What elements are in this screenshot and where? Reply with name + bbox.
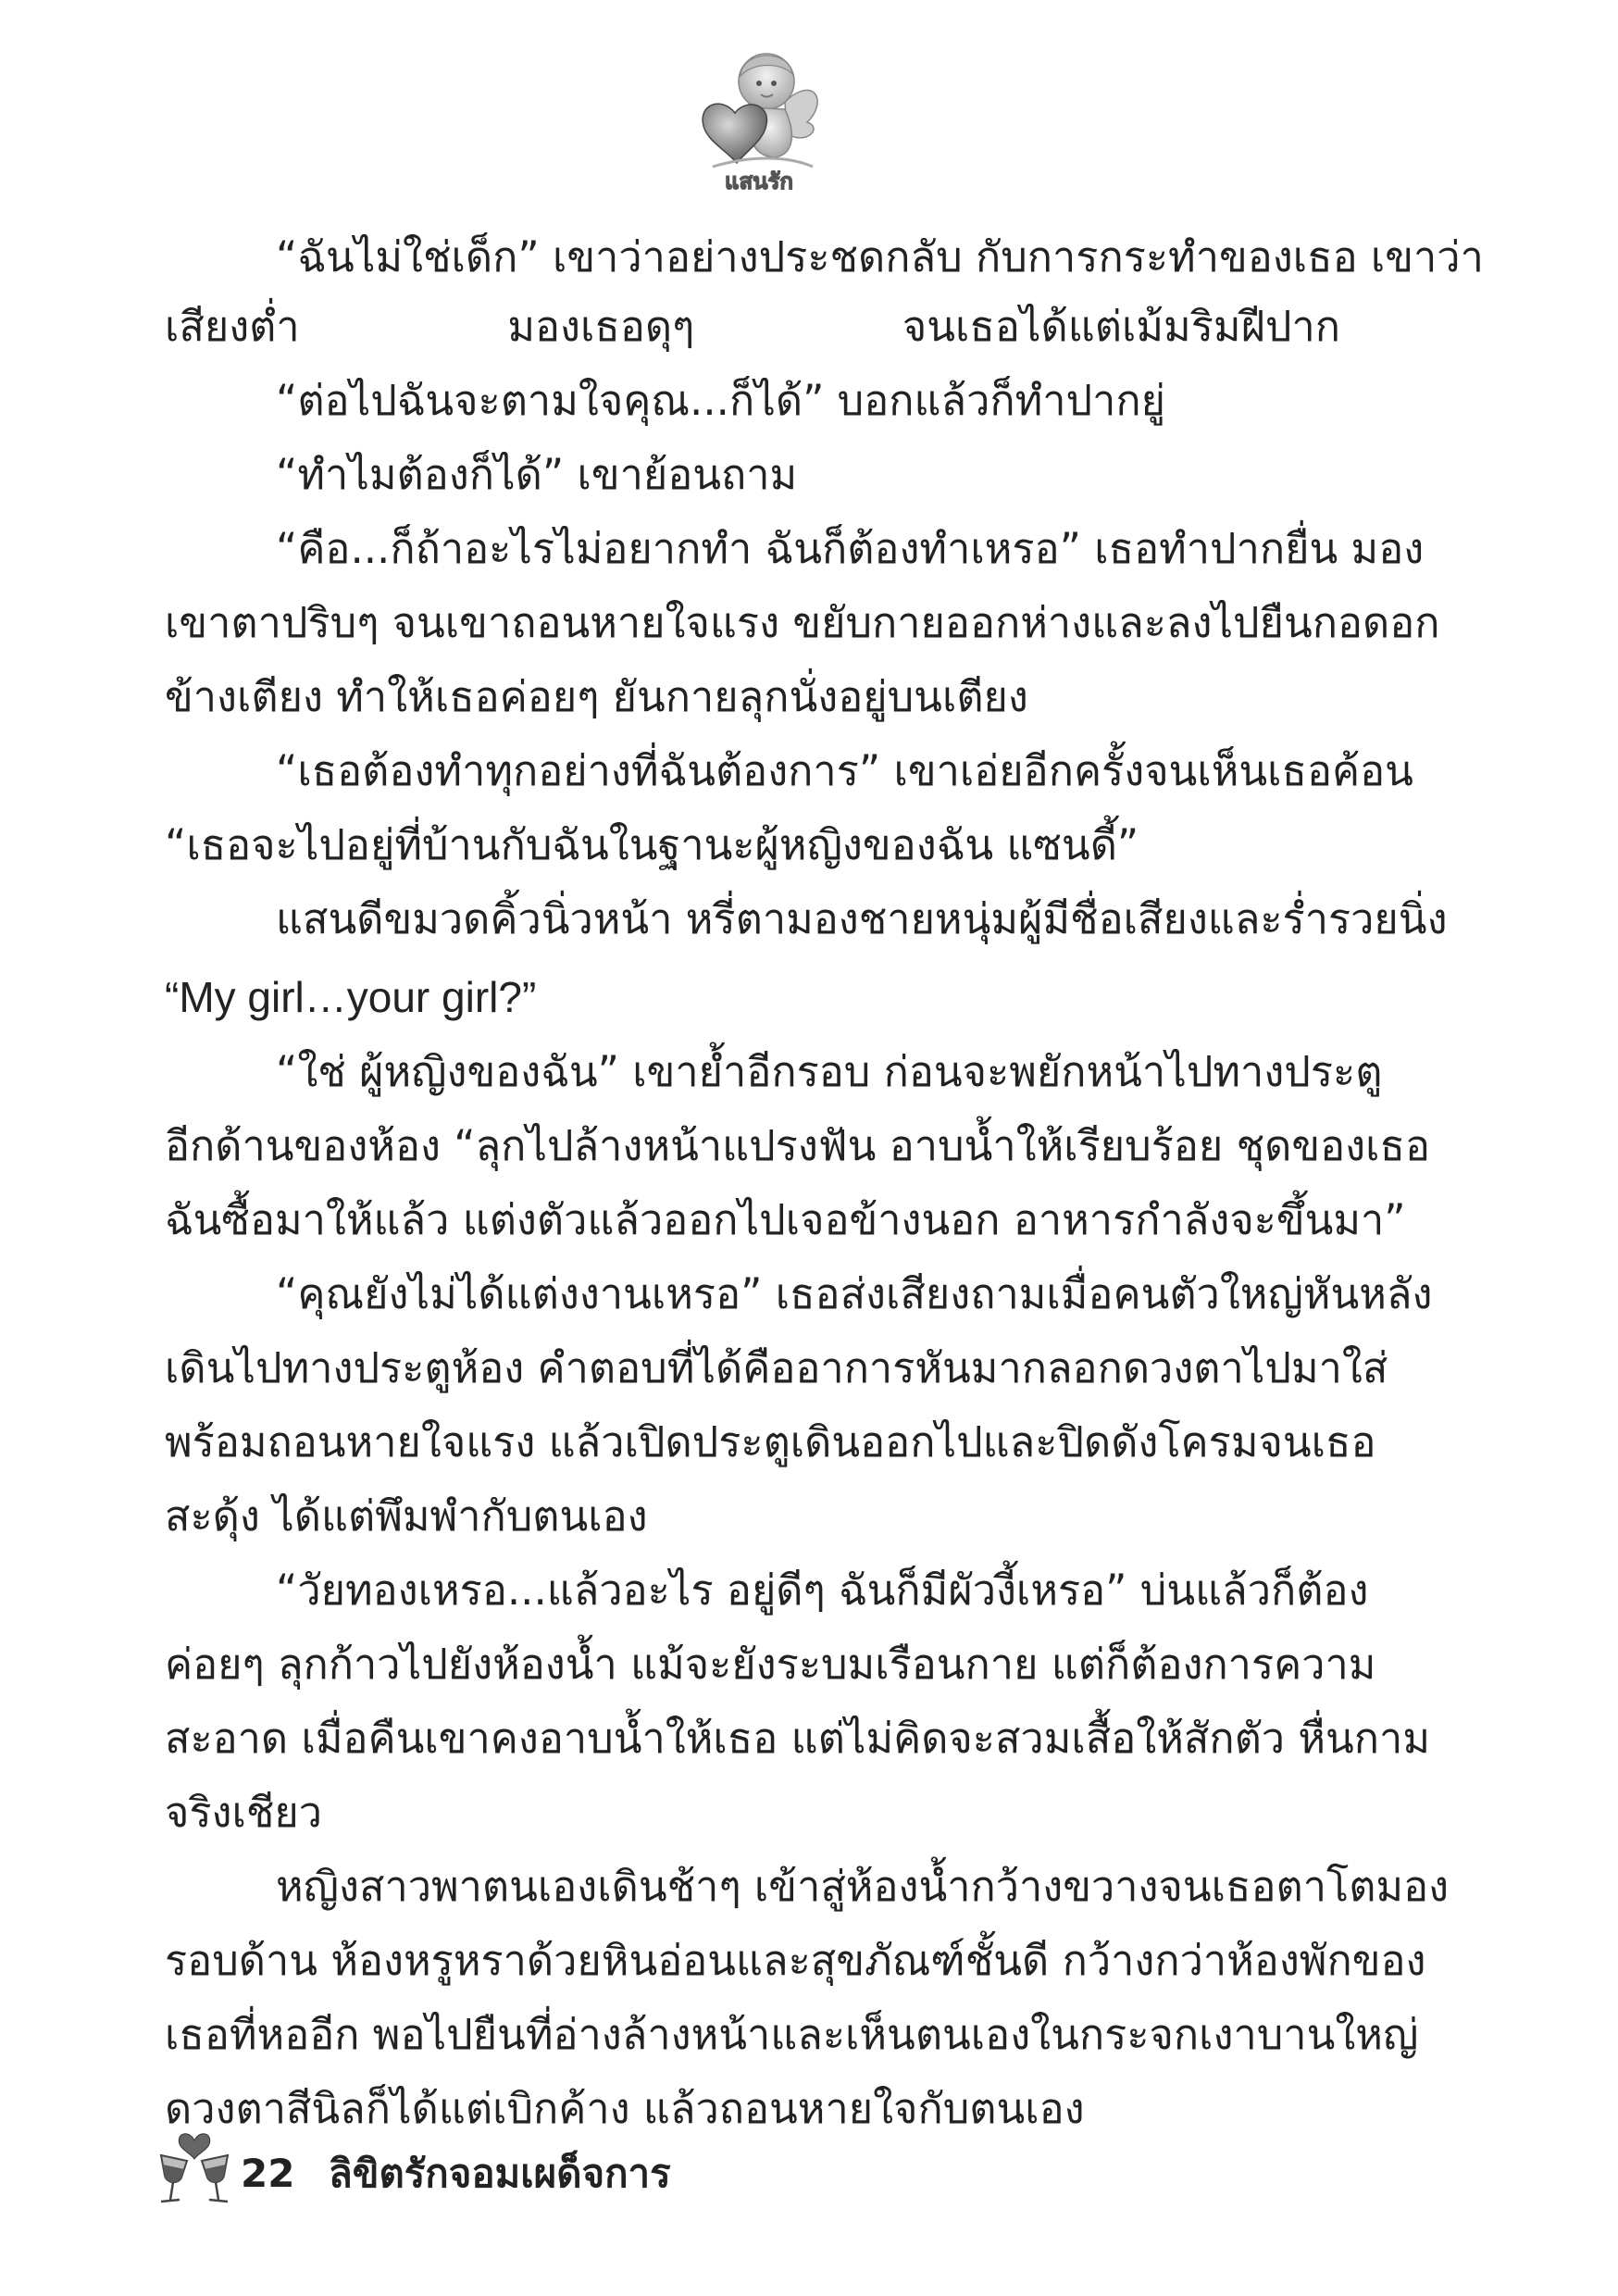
paragraph-line: เขาตาปริบๆ จนเขาถอนหายใจแรง ขยับกายออกห่างและลงไปยืนกอดอก bbox=[165, 598, 1440, 647]
paragraph-line: หญิงสาวพาตนเองเดินช้าๆ เข้าสู่ห้องน้ำกว้างขวางจนเธอตาโตมอง bbox=[276, 1862, 1450, 1911]
paragraph-line: เสียงต่ำ มองเธอดุๆ จนเธอได้แต่เม้มริมฝีปาก bbox=[165, 302, 1340, 351]
paragraph-line: “ต่อไปฉันจะตามใจคุณ...ก็ได้” บอกแล้วก็ทำปากยู่ bbox=[276, 376, 1165, 425]
book-title: ลิขิตรักจอมเผด็จการ bbox=[329, 2151, 671, 2196]
paragraph-line: สะอาด เมื่อคืนเขาคงอาบน้ำให้เธอ แต่ไม่คิดจะสวมเสื้อให้สักตัว หื่นกาม bbox=[165, 1714, 1430, 1763]
paragraph-line: “วัยทองเหรอ...แล้วอะไร อยู่ดีๆ ฉันก็มีผัวงี้เหรอ” บ่นแล้วก็ต้อง bbox=[276, 1566, 1369, 1615]
paragraph-line: เธอที่หออีก พอไปยืนที่อ่างล้างหน้าและเห็นตนเองในกระจกเงาบานใหญ่ bbox=[165, 2010, 1419, 2059]
logo-wordmark: แสนรัก bbox=[725, 168, 793, 194]
page-body bbox=[165, 222, 1484, 2133]
paragraph-line: ดวงตาสีนิลก็ได้แต่เบิกค้าง แล้วถอนหายใจกับตนเอง bbox=[165, 2084, 1085, 2133]
paragraph-line: ข้างเตียง ทำให้เธอค่อยๆ ยันกายลุกนั่งอยู่บนเตียง bbox=[165, 672, 1028, 721]
paragraph-line: “ฉันไม่ใช่เด็ก” เขาว่าอย่างประชดกลับ กับการกระทำของเธอ เขาว่า bbox=[276, 232, 1484, 281]
paragraph-line: สะดุ้ง ได้แต่พึมพำกับตนเอง bbox=[165, 1491, 648, 1541]
paragraph-line: “คือ...ก็ถ้าอะไรไม่อยากทำ ฉันก็ต้องทำเหรอ” เธอทำปากยื่น มอง bbox=[276, 524, 1425, 573]
paragraph-line: “ทำไมต้องก็ได้” เขาย้อนถาม bbox=[276, 450, 798, 499]
paragraph-line: ฉันซื้อมาให้แล้ว แต่งตัวแล้วออกไปเจอข้างนอก อาหารกำลังจะขึ้นมา” bbox=[165, 1195, 1406, 1244]
paragraph-line: จริงเชียว bbox=[165, 1788, 323, 1837]
page-footer bbox=[148, 2120, 981, 2213]
cupid-heart-icon bbox=[685, 37, 833, 194]
paragraph-line: “เธอจะไปอยู่ที่บ้านกับฉันในฐานะผู้หญิงของฉัน แซนดี้” bbox=[165, 820, 1139, 869]
publisher-logo bbox=[685, 37, 833, 194]
paragraph-line: ค่อยๆ ลุกก้าวไปยังห้องน้ำ แม้จะยังระบมเรือนกาย แต่ก็ต้องการความ bbox=[165, 1640, 1376, 1689]
page-number: 22 bbox=[241, 2151, 295, 2196]
paragraph-line: แสนดีขมวดคิ้วนิ่วหน้า หรี่ตามองชายหนุ่มผู้มีชื่อเสียงและร่ำรวยนิ่ง bbox=[276, 894, 1448, 943]
paragraph-line: อีกด้านของห้อง “ลุกไปล้างหน้าแปรงฟัน อาบน้ำให้เรียบร้อย ชุดของเธอ bbox=[165, 1121, 1431, 1170]
paragraph-line: เดินไปทางประตูห้อง คำตอบที่ได้คืออาการหันมากลอกดวงตาไปมาใส่ bbox=[165, 1343, 1388, 1392]
paragraph-line: “เธอต้องทำทุกอย่างที่ฉันต้องการ” เขาเอ่ยอีกครั้งจนเห็นเธอค้อน bbox=[276, 746, 1413, 795]
paragraph-line: “My girl…your girl?” bbox=[165, 973, 537, 1021]
paragraph-line: พร้อมถอนหายใจแรง แล้วเปิดประตูเดินออกไปและปิดดังโครมจนเธอ bbox=[165, 1417, 1376, 1466]
paragraph-line: รอบด้าน ห้องหรูหราด้วยหินอ่อนและสุขภัณฑ์ชั้นดี กว้างกว่าห้องพักของ bbox=[165, 1936, 1426, 1985]
wine-glasses-heart-icon bbox=[148, 2120, 241, 2208]
paragraph-line: “ใช่ ผู้หญิงของฉัน” เขาย้ำอีกรอบ ก่อนจะพยักหน้าไปทางประตู bbox=[276, 1047, 1383, 1096]
paragraph-line: “คุณยังไม่ได้แต่งงานเหรอ” เธอส่งเสียงถามเมื่อคนตัวใหญ่หันหลัง bbox=[276, 1269, 1433, 1318]
